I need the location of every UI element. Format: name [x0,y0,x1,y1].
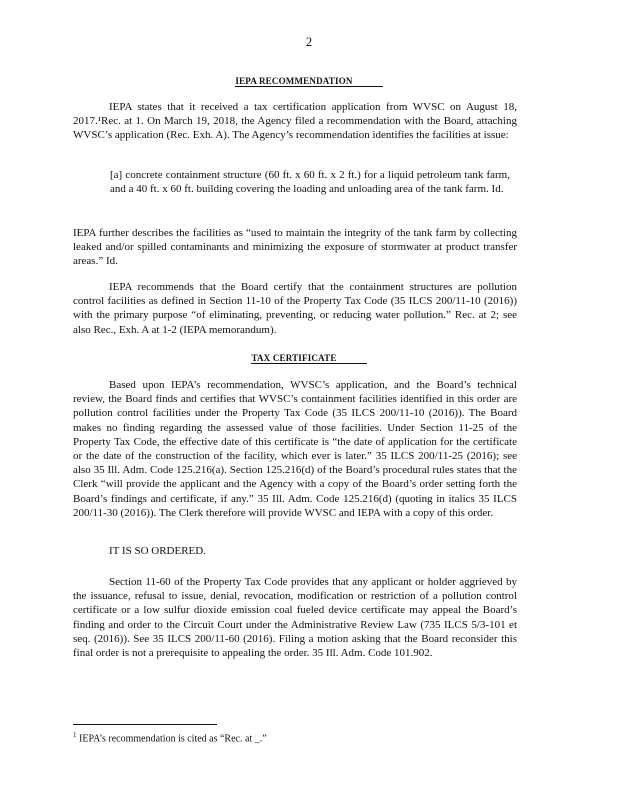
paragraph-facility-description: IEPA further describes the facilities as “used to maintain the integrity of the tank farm by collecting leaked and/or spilled contaminants and minimizing the exposure of stormwater at product transfer areas.” Id. [73,227,517,268]
section-heading-text: TAX CERTIFICATE [251,353,366,364]
footnote-marker: 1 [73,731,77,739]
section-heading-text: IEPA RECOMMENDATION [235,76,382,87]
paragraph-iepa-recommends: IEPA recommends that the Board certify that the containment structures are pollution control facilities as defined in Section 11-10 of the Property Tax Code (35 ILCS 200/11-10 (2016)) with the primary purpose “of eliminating, preventing, or reducing water pollution.” Rec. at 2; see also Rec., Exh. A at 1-2 (IEPA memorandum). [73,281,517,336]
paragraph-board-findings: Based upon IEPA’s recommendation, WVSC’s application, and the Board’s technical review, the Board finds and certifies that WVSC’s containment facilities identified in this order are pollution control facilities under the Property Tax Code (35 ILCS 200/11-10 (2016)). The Board makes no finding regarding the assessed value of those facilities. Under Section 11-25 of the Property Tax Code, the effective date of this certificate is “the date of application for the certificate or the date of the construction of the facility, which ever is later.” 35 ILCS 200/11-25 (2016); see also 35 Ill. Adm. Code 125.216(a). Section 125.216(d) of the Board’s procedural rules states that the Clerk “will provide the applicant and the Agency with a copy of the Board’s order setting forth the Board’s findings and certificate, if any.” 35 Ill. Adm. Code 125.216(d) (quoting in italics 35 ILCS 200/11-30 (2016)). The Clerk therefore will provide WVSC and IEPA with a copy of this order. [73,379,517,519]
footnote-text: IEPA’s recommendation is cited as “Rec. at _.” [79,733,267,745]
footnote-divider [73,724,217,725]
block-quote-facilities: [a] concrete containment structure (60 ft. x 60 ft. x 2 ft.) for a liquid petroleum tank farm, and a 40 ft. x 60 ft. building covering the loading and unloading area of the tank farm. Id. [110,169,510,196]
iepa-recommendation-heading [0,76,618,87]
tax-certificate-heading [0,353,618,364]
footnote [73,731,267,744]
paragraph-application: IEPA states that it received a tax certification application from WVSC on August 18, 2017.¹Rec. at 1. On March 19, 2018, the Agency filed a recommendation with the Board, attaching WVSC’s application (Rec. Exh. A). The Agency’s recommendation identifies the facilities at issue: [73,101,517,142]
paragraph-appeal-rights: Section 11-60 of the Property Tax Code provides that any applicant or holder aggrieved by the issuance, refusal to issue, denial, revocation, modification or restriction of a pollution control certificate or a low sulfur dioxide emission coal fueled device certificate may appeal the Board’s finding and order to the Circuit Court under the Administrative Review Law (735 ILCS 5/3-101 et seq. (2016)). See 35 ILCS 200/11-60 (2016). Filing a motion asking that the Board reconsider this final order is not a prerequisite to appealing the order. 35 Ill. Adm. Code 101.902. [73,576,517,660]
ordered-statement: IT IS SO ORDERED. [109,545,206,557]
page-number: 2 [305,35,313,49]
